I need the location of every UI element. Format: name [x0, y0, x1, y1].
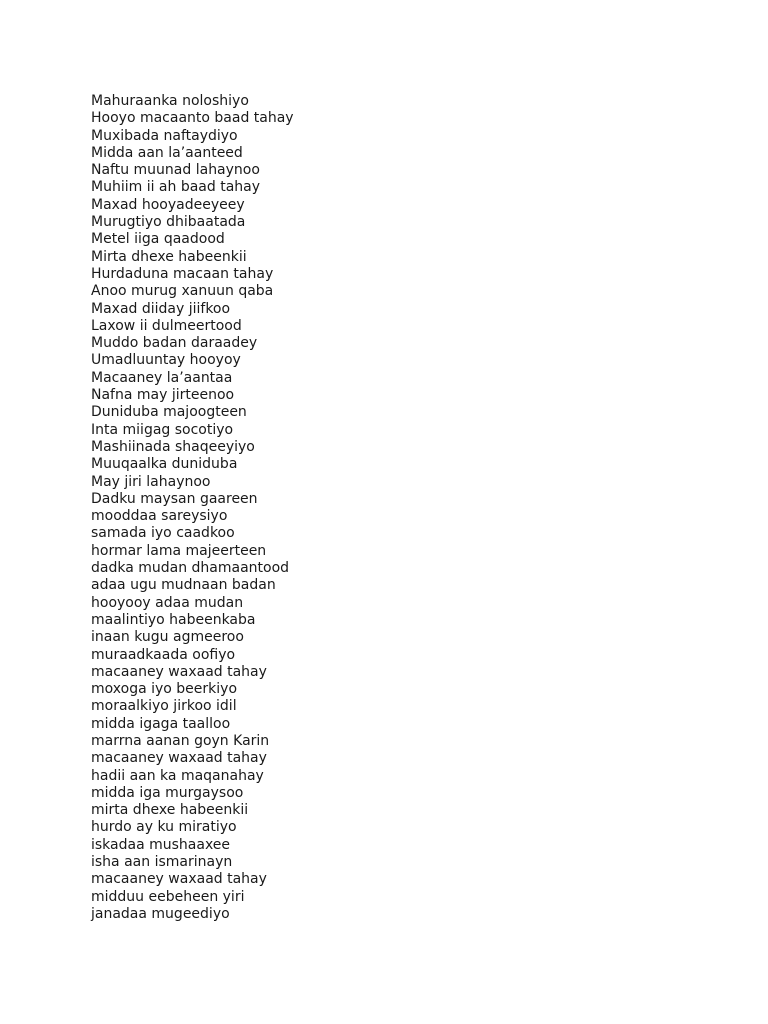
poem-line: Muuqaalka duniduba	[91, 456, 238, 473]
poem-line: Muddo badan daraadey	[91, 335, 258, 352]
poem-line: moxoga iyo beerkiyo	[91, 681, 238, 698]
poem-line: macaaney waxaad tahay	[91, 750, 267, 767]
poem-line: macaaney waxaad tahay	[91, 871, 267, 888]
poem-line: Hurdaduna macaan tahay	[91, 265, 274, 282]
poem-line: midduu eebeheen yiri	[91, 888, 245, 905]
poem-text	[91, 93, 294, 923]
poem-line: mirta dhexe habeenkii	[91, 802, 249, 819]
poem-line: macaaney waxaad tahay	[91, 663, 267, 680]
poem-line: Anoo murug xanuun qaba	[91, 283, 274, 300]
poem-line: Midda aan la’aanteed	[91, 144, 243, 161]
poem-line: maalintiyo habeenkaba	[91, 611, 256, 628]
poem-line: hooyooy adaa mudan	[91, 594, 244, 611]
poem-line: hormar lama majeerteen	[91, 542, 267, 559]
poem-line: midda igaga taalloo	[91, 715, 231, 732]
poem-line: Duniduba majoogteen	[91, 404, 247, 421]
poem-line: hurdo ay ku miratiyo	[91, 819, 237, 836]
poem-line: samada iyo caadkoo	[91, 525, 235, 542]
poem-line: muraadkaada oofiyo	[91, 646, 236, 663]
poem-line: iskadaa mushaaxee	[91, 836, 231, 853]
poem-line: Dadku maysan gaareen	[91, 490, 258, 507]
poem-line: moraalkiyo jirkoo idil	[91, 698, 237, 715]
poem-line: Naftu muunad lahaynoo	[91, 162, 260, 179]
poem-line: Macaaney la’aantaa	[91, 369, 233, 386]
poem-line: Mirta dhexe habeenkii	[91, 248, 247, 265]
poem-line: Metel iiga qaadood	[91, 231, 225, 248]
poem-line: Nafna may jirteenoo	[91, 387, 235, 404]
poem-line: Laxow ii dulmeertood	[91, 317, 242, 334]
poem-line: hadii aan ka maqanahay	[91, 767, 264, 784]
poem-line: janadaa mugeediyo	[91, 905, 230, 922]
poem-line: Muxibada naftaydiyo	[91, 127, 238, 144]
poem-line: Murugtiyo dhibaatada	[91, 214, 246, 231]
poem-line: dadka mudan dhamaantood	[91, 560, 290, 577]
poem-line: May jiri lahaynoo	[91, 473, 211, 490]
poem-line: Mahuraanka noloshiyo	[91, 93, 249, 109]
poem-line: isha aan ismarinayn	[91, 854, 233, 871]
poem-line: inaan kugu agmeeroo	[91, 629, 244, 646]
poem-line: midda iga murgaysoo	[91, 784, 244, 801]
poem-line: Hooyo macaanto baad tahay	[91, 110, 294, 127]
poem-line: marrna aanan goyn Karin	[91, 732, 270, 749]
poem-line: Inta miigag socotiyo	[91, 421, 234, 438]
poem-line: Umadluuntay hooyoy	[91, 352, 241, 369]
poem-line: Mashiinada shaqeeyiyo	[91, 438, 255, 455]
poem-line: Maxad hooyadeeyeey	[91, 196, 245, 213]
poem-line: Muhiim ii ah baad tahay	[91, 179, 261, 196]
poem-line: mooddaa sareysiyo	[91, 508, 228, 525]
poem-line: adaa ugu mudnaan badan	[91, 577, 276, 594]
poem-line: Maxad diiday jiifkoo	[91, 300, 231, 317]
